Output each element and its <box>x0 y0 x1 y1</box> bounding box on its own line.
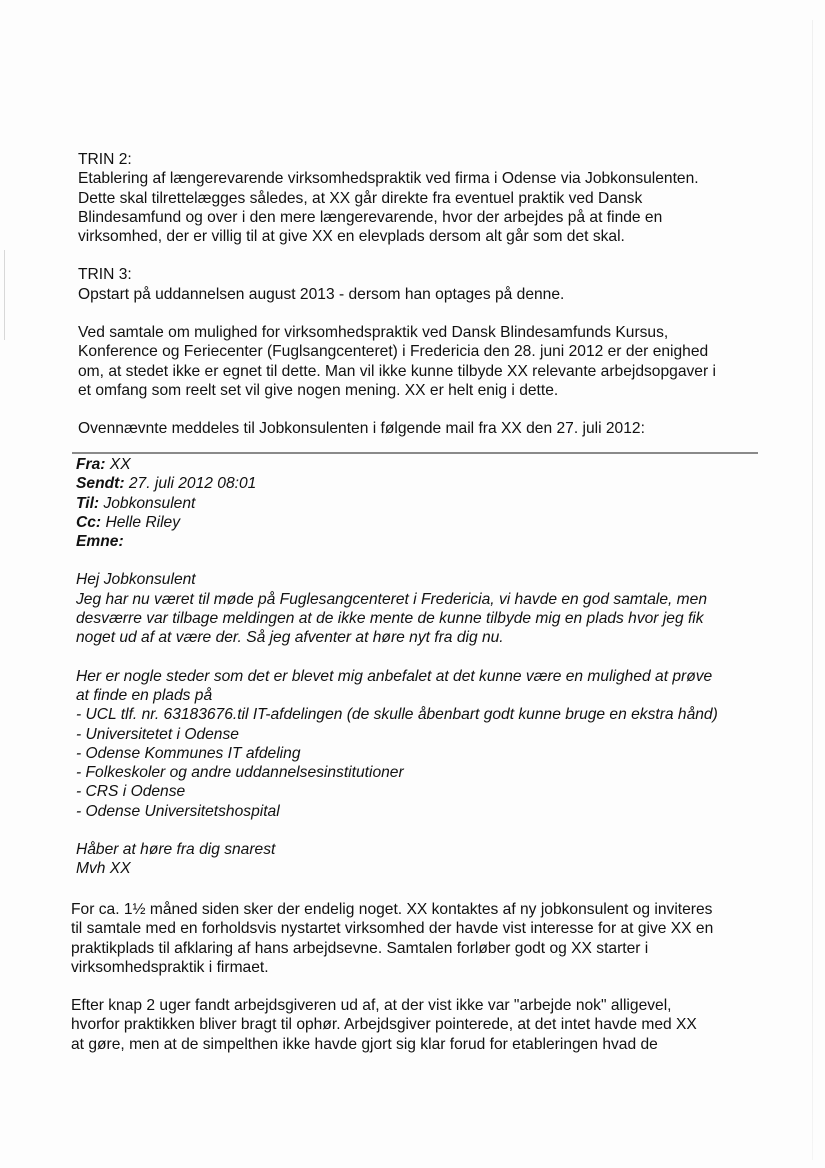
trin2-line: Etablering af længerevarende virksomhedspraktik ved firma i Odense via Jobkonsulenten. <box>78 170 699 188</box>
after-para2 <box>71 996 771 1054</box>
email-subject <box>72 532 772 551</box>
body-text-bottom <box>71 900 771 1054</box>
email-list-item: - Odense Kommunes IT afdeling <box>76 744 301 762</box>
email-greeting: Hej Jobkonsulent <box>76 571 196 589</box>
trin2-heading: TRIN 2: <box>78 151 132 168</box>
after-para2-line: hvorfor praktikken bliver bragt til ophør. Arbejdsgiver pointerede, at det intet havde med XX <box>71 1016 697 1034</box>
trin2-line: virksomhed, der er villig til at give XX en elevplads dersom alt går som det skal. <box>78 228 625 246</box>
email-sent-label: Sendt: <box>76 475 125 493</box>
trin3-section <box>78 265 768 304</box>
trin2-section <box>78 150 768 246</box>
email-from <box>72 455 772 474</box>
email-list-item: - Universitetet i Odense <box>76 725 239 743</box>
email-para2-line: Her er nogle steder som det er blevet mig anbefalet at det kunne være en mulighed at prøve <box>76 667 713 685</box>
samtale-line: om, at stedet ikke er egnet til dette. Man vil ikke kunne tilbyde XX relevante arbejdsopgaver i <box>78 362 716 380</box>
after-para1-line: til samtale med en forholdsvis nystartet virksomhed der havde vist interesse for at give XX en <box>71 920 714 938</box>
after-para1-line: praktikplads til afklaring af hans arbejdsevne. Samtalen forløber godt og XX starter i <box>71 939 649 957</box>
email-cc <box>72 513 772 532</box>
samtale-line: et omfang som reelt set vil give nogen mening. XX er helt enig i dette. <box>78 381 559 399</box>
samtale-line: Ved samtale om mulighed for virksomhedspraktik ved Dansk Blindesamfunds Kursus, <box>78 324 669 342</box>
after-para2-line: Efter knap 2 uger fandt arbejdsgiveren ud af, at der vist ikke var "arbejde nok" alligevel, <box>71 997 672 1015</box>
email-cc-label: Cc: <box>76 513 102 531</box>
samtale-line: Konference og Feriecenter (Fuglsangcenteret) i Fredericia den 28. juni 2012 er der enighed <box>78 343 709 361</box>
email-para1-line: Jeg har nu været til møde på Fuglesangcenteret i Fredericia, vi havde en god samtale, men <box>76 590 708 608</box>
email-to-label: Til: <box>76 494 100 512</box>
email-cc-value: Helle Riley <box>101 513 181 531</box>
trin2-line: Dette skal tilrettelægges således, at XX går direkte fra eventuel praktik ved Dansk <box>78 189 643 207</box>
email-para2-line: at finde en plads på <box>76 686 213 704</box>
intro-mail-paragraph <box>78 419 768 438</box>
email-list-item: - UCL tlf. nr. 63183676.til IT-afdelingen (de skulle åbenbart godt kunne bruge en ekstra hånd) <box>76 706 718 724</box>
email-para1-line: desværre var tilbage meldingen at de ikke mente de kunne tilbyde mig en plads hvor jeg fik <box>76 610 704 628</box>
email-closing-line: Håber at høre fra dig snarest <box>76 841 276 859</box>
email-to-value: Jobkonsulent <box>99 494 196 512</box>
after-para1 <box>71 900 771 977</box>
trin3-heading: TRIN 3: <box>78 266 132 284</box>
after-para2-line: at gøre, men at de simpelthen ikke havde gjort sig klar forud for etableringen hvad de <box>71 1035 658 1053</box>
email-list-item: - CRS i Odense <box>76 783 186 801</box>
after-para1-line: For ca. 1½ måned siden sker der endelig noget. XX kontaktes af ny jobkonsulent og inviteres <box>71 901 713 918</box>
email-sent-value: 27. juli 2012 08:01 <box>124 475 257 493</box>
trin3-line: Opstart på uddannelsen august 2013 - dersom han optages på denne. <box>78 285 565 303</box>
email-from-value: XX <box>105 456 131 473</box>
email-sent <box>72 474 772 493</box>
email-list-item: - Folkeskoler og andre uddannelsesinstitutioner <box>76 764 404 782</box>
email-subject-label: Emne: <box>76 533 124 551</box>
intro-mail-line: Ovennævnte meddeles til Jobkonsulenten i følgende mail fra XX den 27. juli 2012: <box>78 420 645 438</box>
trin2-line: Blindesamfund og over i den mere længerevarende, hvor der arbejdes på at finde en <box>78 208 663 226</box>
scan-edge-shadow <box>812 20 813 1160</box>
email-separator-rule <box>72 452 758 454</box>
email-signature: Mvh XX <box>76 860 131 878</box>
email-list-item: - Odense Universitetshospital <box>76 802 280 820</box>
after-para1-line: virksomhedspraktik i firmaet. <box>71 958 269 976</box>
email-to <box>72 494 772 513</box>
scan-edge-mark <box>4 250 5 340</box>
quoted-email <box>72 455 772 879</box>
samtale-paragraph <box>78 323 768 400</box>
body-text-top <box>78 150 768 439</box>
email-from-label: Fra: <box>76 456 106 473</box>
email-para1-line: noget ud af at være der. Så jeg afventer at høre nyt fra dig nu. <box>76 629 504 647</box>
